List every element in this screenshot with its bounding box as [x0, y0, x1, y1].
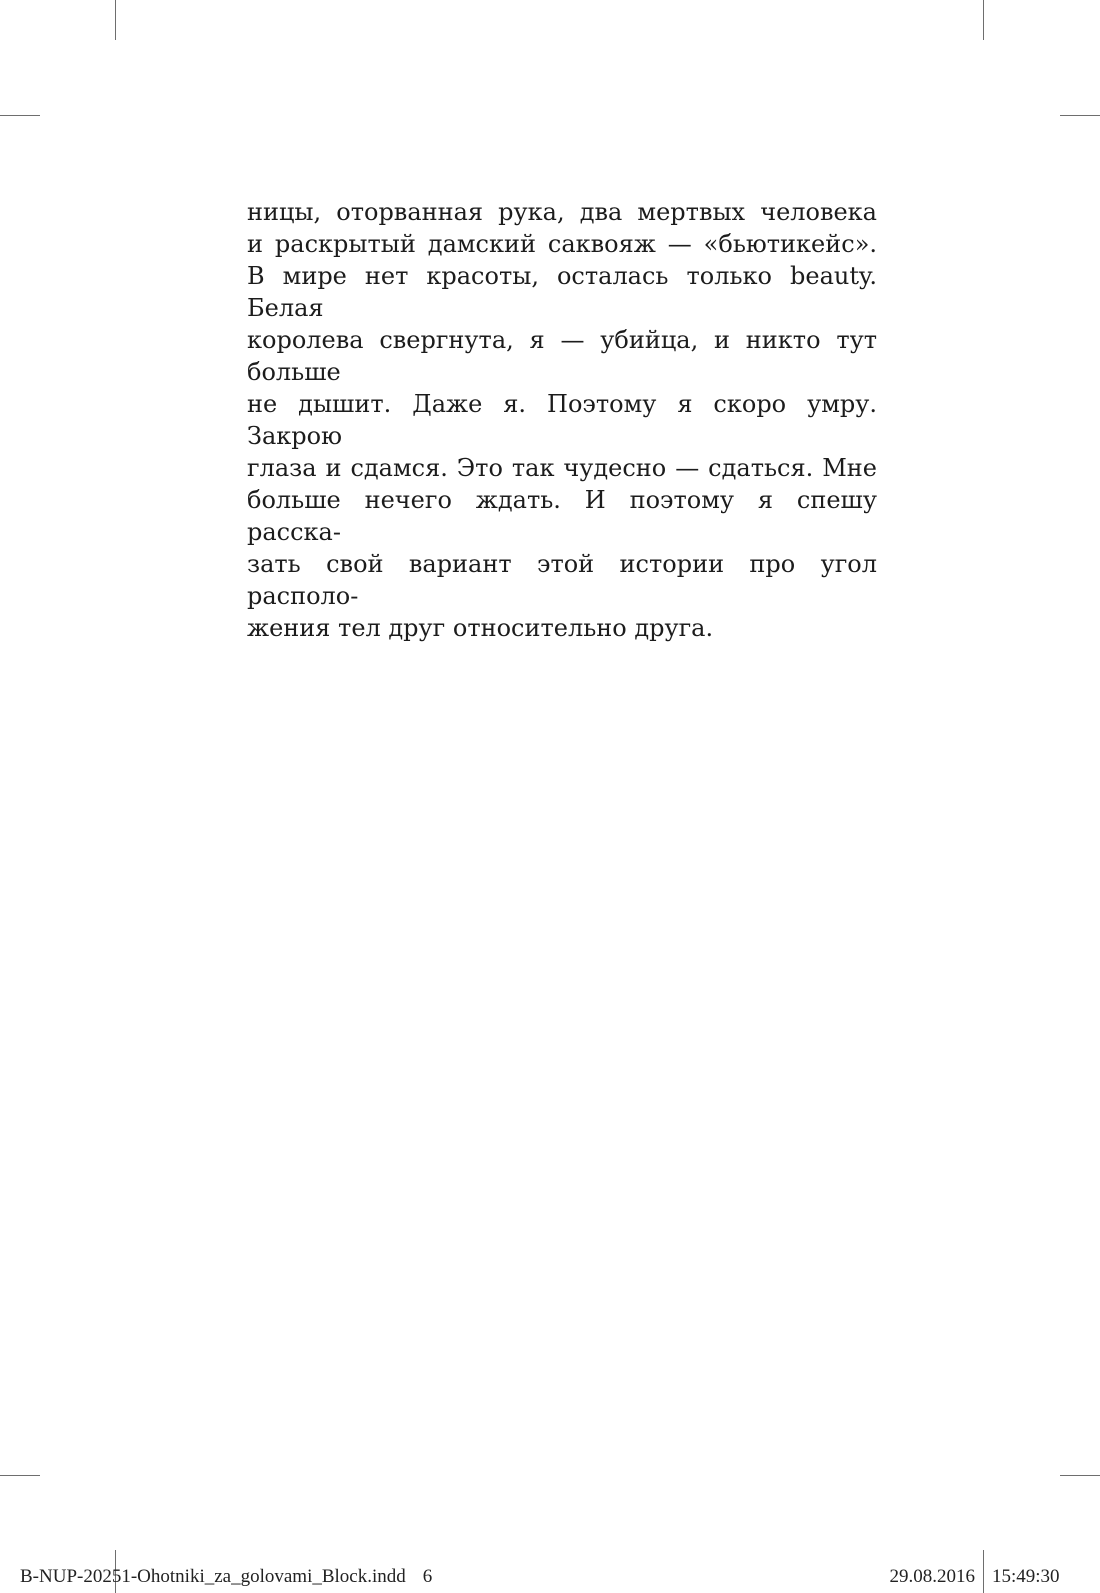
slug-page-number: 6 [422, 1566, 433, 1587]
crop-mark-top-right-horizontal [1060, 115, 1100, 116]
body-text-line: королева свергнута, я — убийца, и никто тут больше [247, 326, 877, 386]
crop-mark-bottom-right-vertical [983, 1550, 984, 1593]
slug-time: 15:49:30 [992, 1566, 1060, 1587]
slug-file-info [20, 1566, 432, 1588]
body-text-line: ницы, оторванная рука, два мертвых человека [247, 198, 877, 226]
crop-mark-top-left-vertical [115, 0, 116, 40]
body-text-line: не дышит. Даже я. Поэтому я скоро умру. Закрою [247, 390, 877, 450]
slug-filename: B-NUP-20251-Ohotniki_za_golovami_Block.indd [20, 1566, 406, 1587]
crop-mark-top-right-vertical [983, 0, 984, 40]
body-text-block [247, 196, 877, 644]
crop-mark-bottom-left-horizontal [0, 1475, 40, 1476]
body-text-line: и раскрытый дамский саквояж — «бьютикейс». [247, 230, 877, 258]
body-text-line: больше нечего ждать. И поэтому я спешу расска- [247, 486, 877, 546]
crop-mark-top-left-horizontal [0, 115, 40, 116]
body-text-line: глаза и сдамся. Это так чудесно — сдаться. Мне [247, 454, 877, 482]
body-text-line: жения тел друг относительно друга. [247, 614, 714, 642]
body-text-line: зать свой вариант этой истории про угол располо- [247, 550, 877, 610]
body-text-line: В мире нет красоты, осталась только beauty. Белая [247, 262, 877, 322]
crop-mark-bottom-right-horizontal [1060, 1475, 1100, 1476]
slug-date: 29.08.2016 [889, 1566, 975, 1587]
